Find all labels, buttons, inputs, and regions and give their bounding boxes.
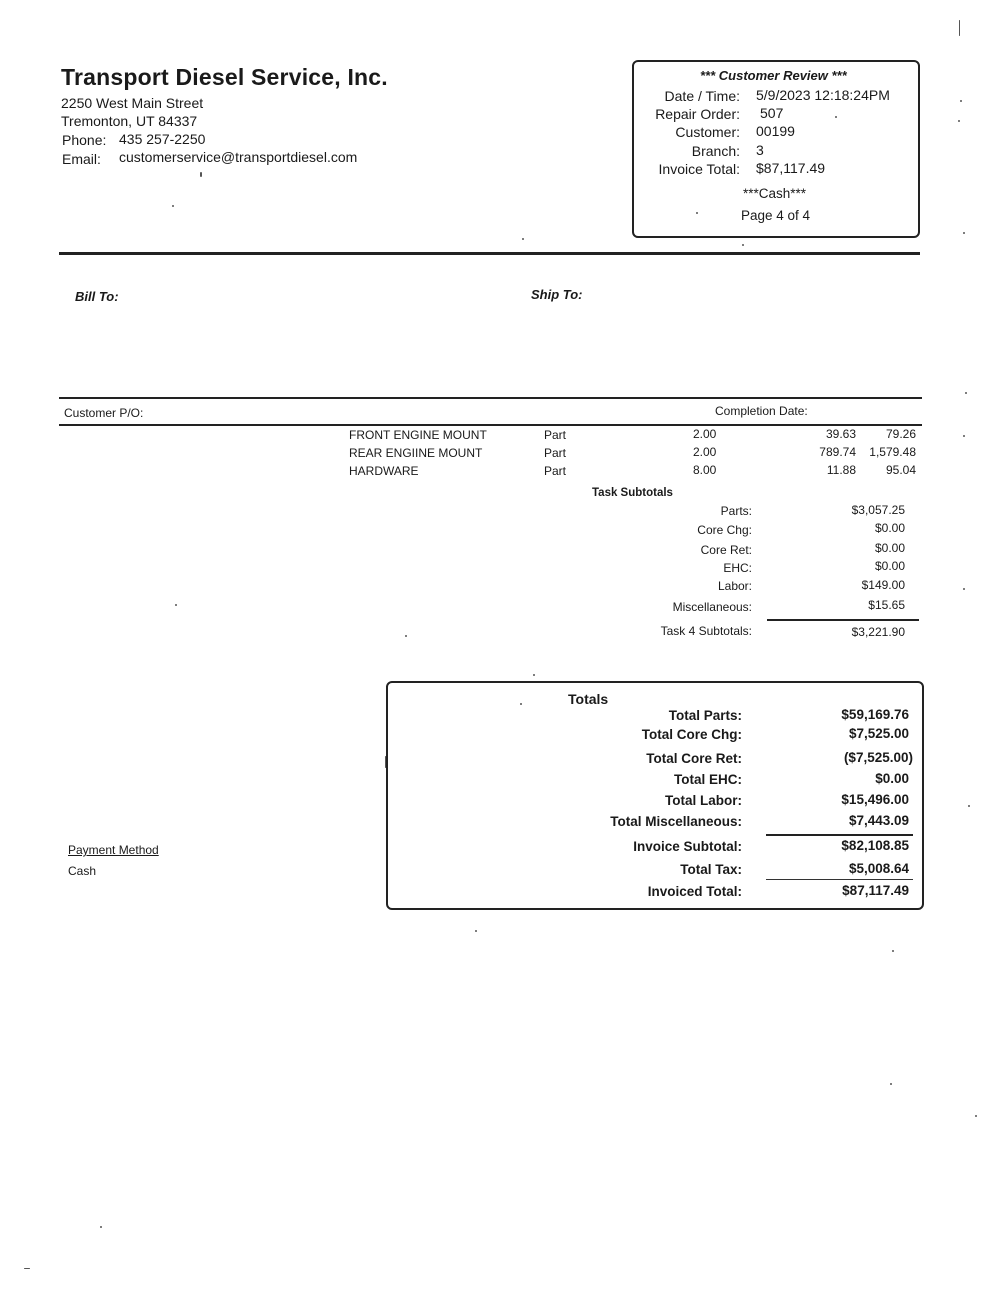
- line-item-total: 79.26: [885, 427, 916, 441]
- ship-to-label: Ship To:: [531, 287, 583, 302]
- review-page-number: Page 4 of 4: [741, 208, 811, 223]
- total-ehc-value: $0.00: [875, 771, 909, 786]
- line-item-price: 39.63: [825, 427, 856, 441]
- total-core-chg-label: Total Core Chg:: [641, 727, 742, 742]
- review-date-value: 5/9/2023 12:18:24PM: [756, 87, 890, 103]
- invoice-subtotal-label: Invoice Subtotal:: [633, 839, 742, 854]
- task-subtotals-title: Task Subtotals: [592, 487, 673, 499]
- line-item-description: REAR ENGIINE MOUNT: [349, 446, 483, 460]
- totals-title: Totals: [568, 691, 609, 707]
- task-subtotal-divider: [767, 619, 919, 621]
- task-misc-label: Miscellaneous:: [672, 600, 752, 614]
- task-ehc-value: $0.00: [874, 559, 905, 573]
- total-misc-label: Total Miscellaneous:: [610, 814, 742, 829]
- total-labor-label: Total Labor:: [665, 793, 742, 808]
- invoiced-total-label: Invoiced Total:: [647, 884, 742, 899]
- totals-divider: [766, 834, 913, 836]
- review-payment-type: ***Cash***: [743, 186, 807, 201]
- invoice-subtotal-value: $82,108.85: [841, 838, 909, 853]
- customer-po-label: Customer P/O:: [64, 406, 144, 420]
- company-address-line1: 2250 West Main Street: [61, 95, 204, 111]
- review-repair-order-label: Repair Order:: [655, 106, 740, 122]
- line-item-qty: 2.00: [693, 427, 717, 441]
- company-name: Transport Diesel Service, Inc.: [61, 64, 388, 90]
- review-repair-order-value: 507: [760, 105, 784, 121]
- task-subtotals-total-label: Task 4 Subtotals:: [660, 624, 752, 638]
- total-core-ret-label: Total Core Ret:: [646, 751, 742, 766]
- line-item-price: 789.74: [819, 445, 856, 459]
- task-ehc-label: EHC:: [723, 561, 752, 575]
- header-divider: [59, 252, 920, 255]
- bill-to-label: Bill To:: [75, 289, 119, 304]
- review-date-label: Date / Time:: [664, 88, 740, 104]
- task-parts-value: $3,057.25: [851, 503, 905, 517]
- total-misc-value: $7,443.09: [848, 813, 909, 828]
- total-core-ret-value: ($7,525.00): [843, 750, 913, 765]
- total-ehc-label: Total EHC:: [674, 772, 742, 787]
- line-item-description: FRONT ENGINE MOUNT: [349, 428, 487, 442]
- total-parts-value: $59,169.76: [841, 707, 909, 722]
- total-tax-label: Total Tax:: [680, 862, 742, 877]
- payment-method-label: Payment Method: [68, 843, 159, 857]
- review-branch-value: 3: [756, 142, 764, 158]
- line-item-qty: 8.00: [693, 463, 717, 477]
- line-item-total: 95.04: [885, 463, 916, 477]
- total-core-chg-value: $7,525.00: [848, 726, 909, 741]
- completion-date-label: Completion Date:: [715, 404, 808, 418]
- task-labor-value: $149.00: [861, 578, 905, 592]
- payment-method-value: Cash: [68, 864, 97, 878]
- review-branch-label: Branch:: [691, 143, 740, 159]
- company-phone-label: Phone:: [62, 132, 107, 148]
- line-item-type: Part: [544, 464, 567, 478]
- task-core-chg-label: Core Chg:: [697, 523, 752, 537]
- po-bottom-divider: [59, 424, 922, 426]
- company-email: customerservice@transportdiesel.com: [119, 149, 358, 165]
- review-customer-label: Customer:: [675, 124, 740, 140]
- company-email-label: Email:: [62, 151, 101, 167]
- total-parts-label: Total Parts:: [668, 708, 742, 723]
- review-customer-value: 00199: [756, 123, 795, 139]
- line-item-description: HARDWARE: [349, 464, 419, 478]
- review-title: *** Customer Review ***: [700, 68, 847, 83]
- company-phone: 435 257-2250: [119, 131, 206, 147]
- line-item-total: 1,579.48: [869, 445, 916, 459]
- po-top-divider: [59, 397, 922, 399]
- invoiced-total-value: $87,117.49: [842, 883, 909, 898]
- task-core-ret-label: Core Ret:: [700, 543, 752, 557]
- tax-divider: [766, 879, 913, 880]
- task-misc-value: $15.65: [868, 598, 905, 612]
- line-item-type: Part: [544, 446, 567, 460]
- task-core-chg-value: $0.00: [874, 521, 905, 535]
- line-item-type: Part: [544, 428, 567, 442]
- task-core-ret-value: $0.00: [874, 541, 905, 555]
- task-parts-label: Parts:: [720, 504, 752, 518]
- line-item-qty: 2.00: [693, 445, 717, 459]
- line-item-price: 11.88: [826, 463, 856, 477]
- company-address-line2: Tremonton, UT 84337: [61, 113, 198, 129]
- total-tax-value: $5,008.64: [848, 861, 909, 876]
- total-labor-value: $15,496.00: [841, 792, 909, 807]
- task-labor-label: Labor:: [717, 579, 752, 593]
- review-invoice-total-label: Invoice Total:: [658, 161, 740, 177]
- review-invoice-total-value: $87,117.49: [756, 160, 826, 176]
- task-subtotals-total-value: $3,221.90: [851, 625, 905, 639]
